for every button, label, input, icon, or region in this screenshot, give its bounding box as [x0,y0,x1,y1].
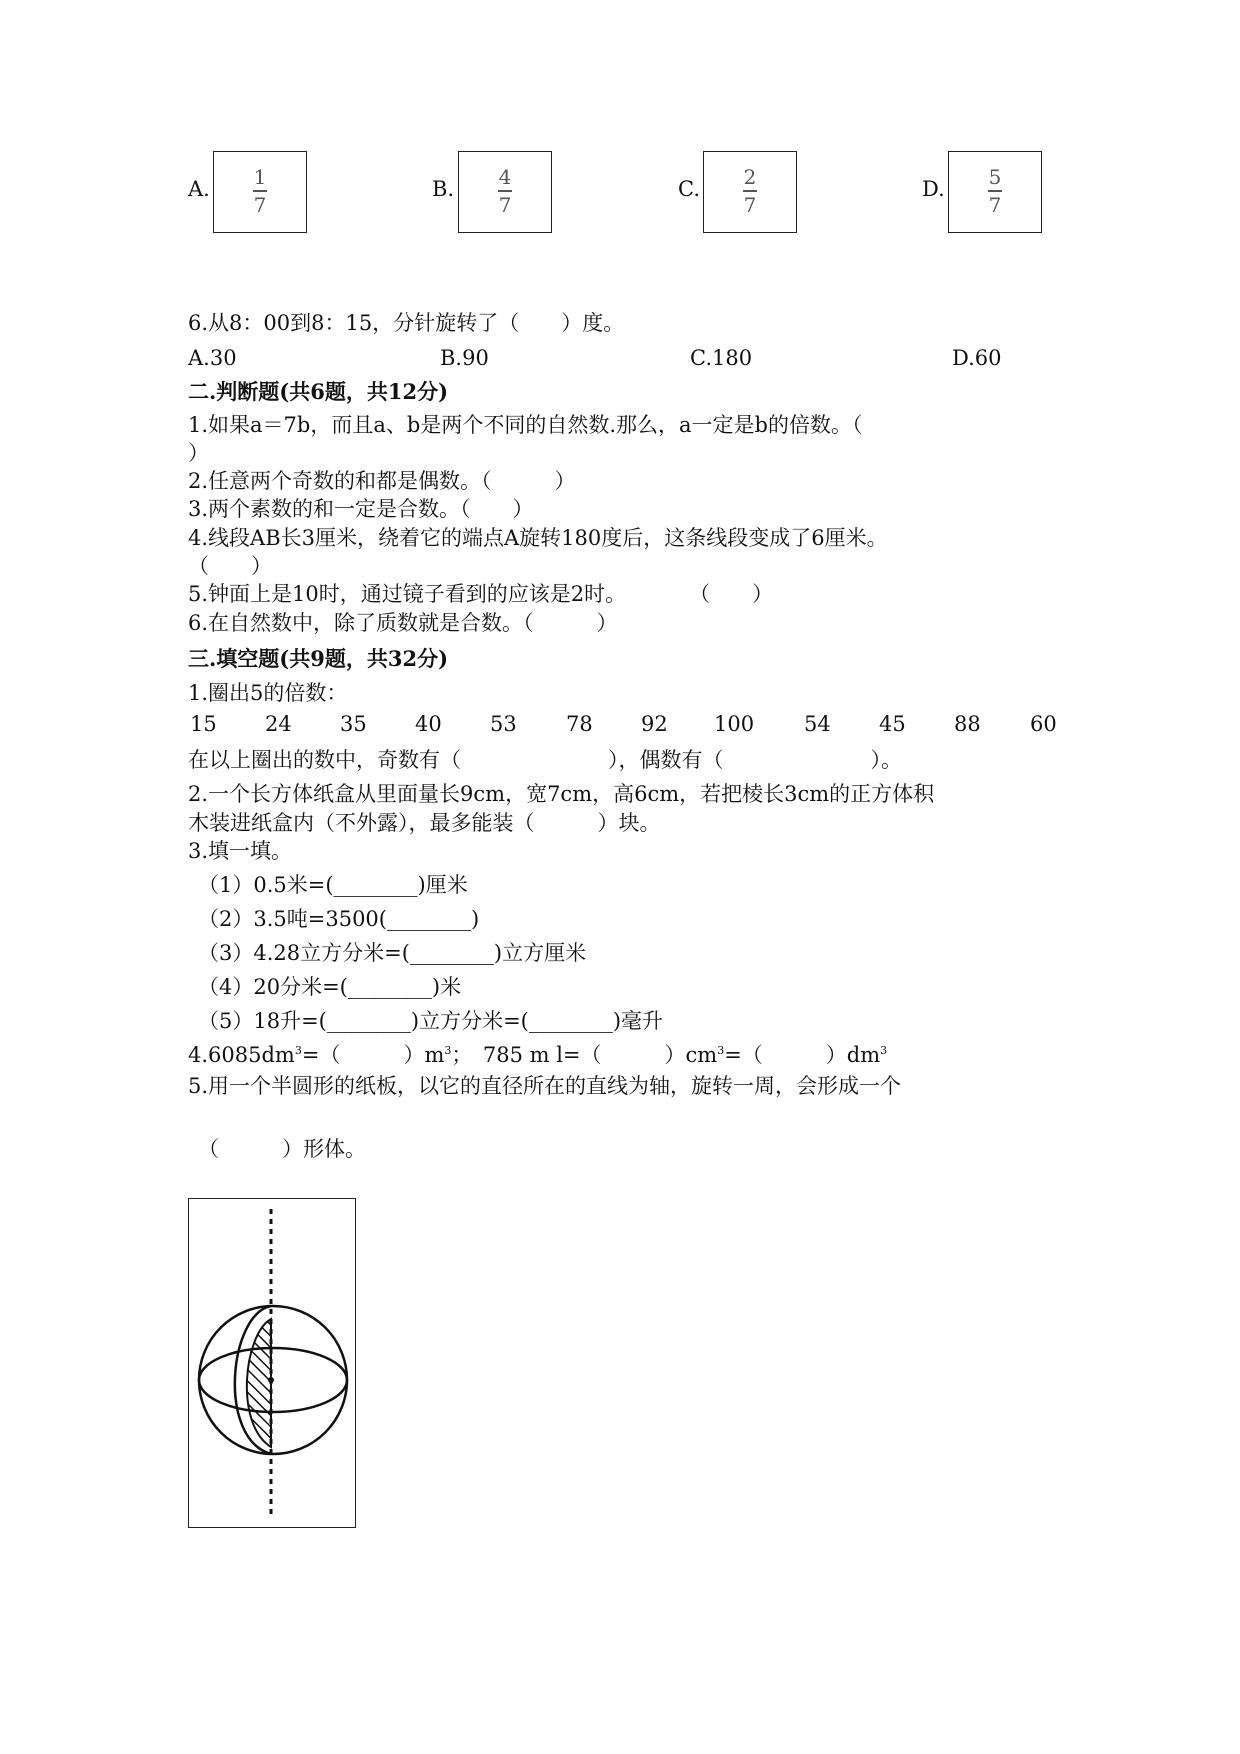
option-c-label: C. [678,177,700,201]
q4-part-b: =（ ）m [301,1043,445,1067]
number-item: 100 [714,712,755,736]
q4-sup: 3 [444,1044,452,1057]
q6-option-b: B.90 [440,346,489,370]
fill-q2-line2: 木装进纸盒内（不外露），最多能装（ ）块。 [188,811,661,835]
q6-option-a: A.30 [188,346,237,370]
option-b-label: B. [432,177,455,201]
option-b-fraction-box [458,151,552,233]
judge-item: ） [188,441,209,465]
judge-item: 6.在自然数中，除了质数就是合数。（ ） [188,611,618,635]
q4-part-d: =（ ）dm [724,1043,881,1067]
number-item: 35 [340,712,367,736]
q4-sup: 3 [880,1044,888,1057]
fill-q3-item: （5）18升=(________)立方分米=(________)毫升 [198,1009,664,1033]
q4-sup: 3 [717,1044,725,1057]
q6-option-d: D.60 [952,346,1002,370]
fill-q3-item: （2）3.5吨=3500(________) [198,907,480,931]
fill-q3-item: （1）0.5米=(________)厘米 [198,873,468,897]
number-item: 40 [415,712,442,736]
fill-q2-line1: 2.一个长方体纸盒从里面量长9cm，宽7cm，高6cm，若把棱长3cm的正方体积 [188,782,935,806]
section2-title: 二.判断题(共6题，共12分) [188,379,449,404]
option-d-denominator: 7 [988,192,1002,217]
number-item: 54 [804,712,831,736]
option-c-denominator: 7 [743,192,757,217]
option-a-label: A. [188,177,210,201]
fill-q4 [188,1041,887,1069]
number-item: 15 [190,712,217,736]
number-item: 88 [954,712,981,736]
fill-q5-line2: （ ）形体。 [198,1137,366,1161]
judge-item: 5.钟面上是10时，通过镜子看到的应该是2时。 （ ） [188,582,774,606]
q4-part-a: 4.6085dm [188,1043,295,1067]
q6-option-c: C.180 [690,346,753,370]
number-item: 45 [879,712,906,736]
option-d-numerator: 5 [988,165,1002,189]
option-a-fraction-box [213,151,307,233]
judge-item: 3.两个素数的和一定是合数。（ ） [188,497,534,521]
option-c-numerator: 2 [743,165,757,189]
q4-part-c: ； 785 m l=（ ）cm [451,1043,718,1067]
sphere-rotation-diagram [189,1199,355,1527]
option-d-fraction-box [948,151,1042,233]
number-item: 53 [490,712,517,736]
section3-title: 三.填空题(共9题，共32分) [188,646,449,671]
q6-stem: 6.从8：00到8：15，分针旋转了（ ）度。 [188,311,625,335]
number-item: 92 [641,712,668,736]
judge-item: 2.任意两个奇数的和都是偶数。（ ） [188,469,576,493]
option-a-denominator: 7 [253,192,267,217]
option-c-fraction-box [703,151,797,233]
fill-q3-stem: 3.填一填。 [188,839,293,863]
center-point [268,1377,274,1383]
option-b-numerator: 4 [498,165,512,189]
number-item: 78 [566,712,593,736]
judge-item: （ ） [188,554,272,578]
judge-item: 1.如果a＝7b，而且a、b是两个不同的自然数.那么，a一定是b的倍数。（ [188,413,863,437]
option-d-label: D. [922,177,945,201]
option-b-denominator: 7 [498,192,512,217]
fill-q3-item: （3）4.28立方分米=(________)立方厘米 [198,941,587,965]
fill-q3-item: （4）20分米=(________)米 [198,975,462,999]
option-a-numerator: 1 [253,165,267,189]
number-item: 24 [265,712,292,736]
fill-q5-line1: 5.用一个半圆形的纸板，以它的直径所在的直线为轴，旋转一周，会形成一个 [188,1074,902,1098]
fill-q1-stem: 1.圈出5的倍数： [188,681,348,705]
sphere-rotation-figure [188,1198,356,1528]
q4-sup: 3 [294,1044,302,1057]
judge-item: 4.线段AB长3厘米，绕着它的端点A旋转180度后，这条线段变成了6厘米。 [188,526,888,550]
hatched-semicircle [247,1319,271,1447]
fill-q1-tail: 在以上圈出的数中，奇数有（ ），偶数有（ ）。 [188,748,902,772]
number-item: 60 [1030,712,1057,736]
